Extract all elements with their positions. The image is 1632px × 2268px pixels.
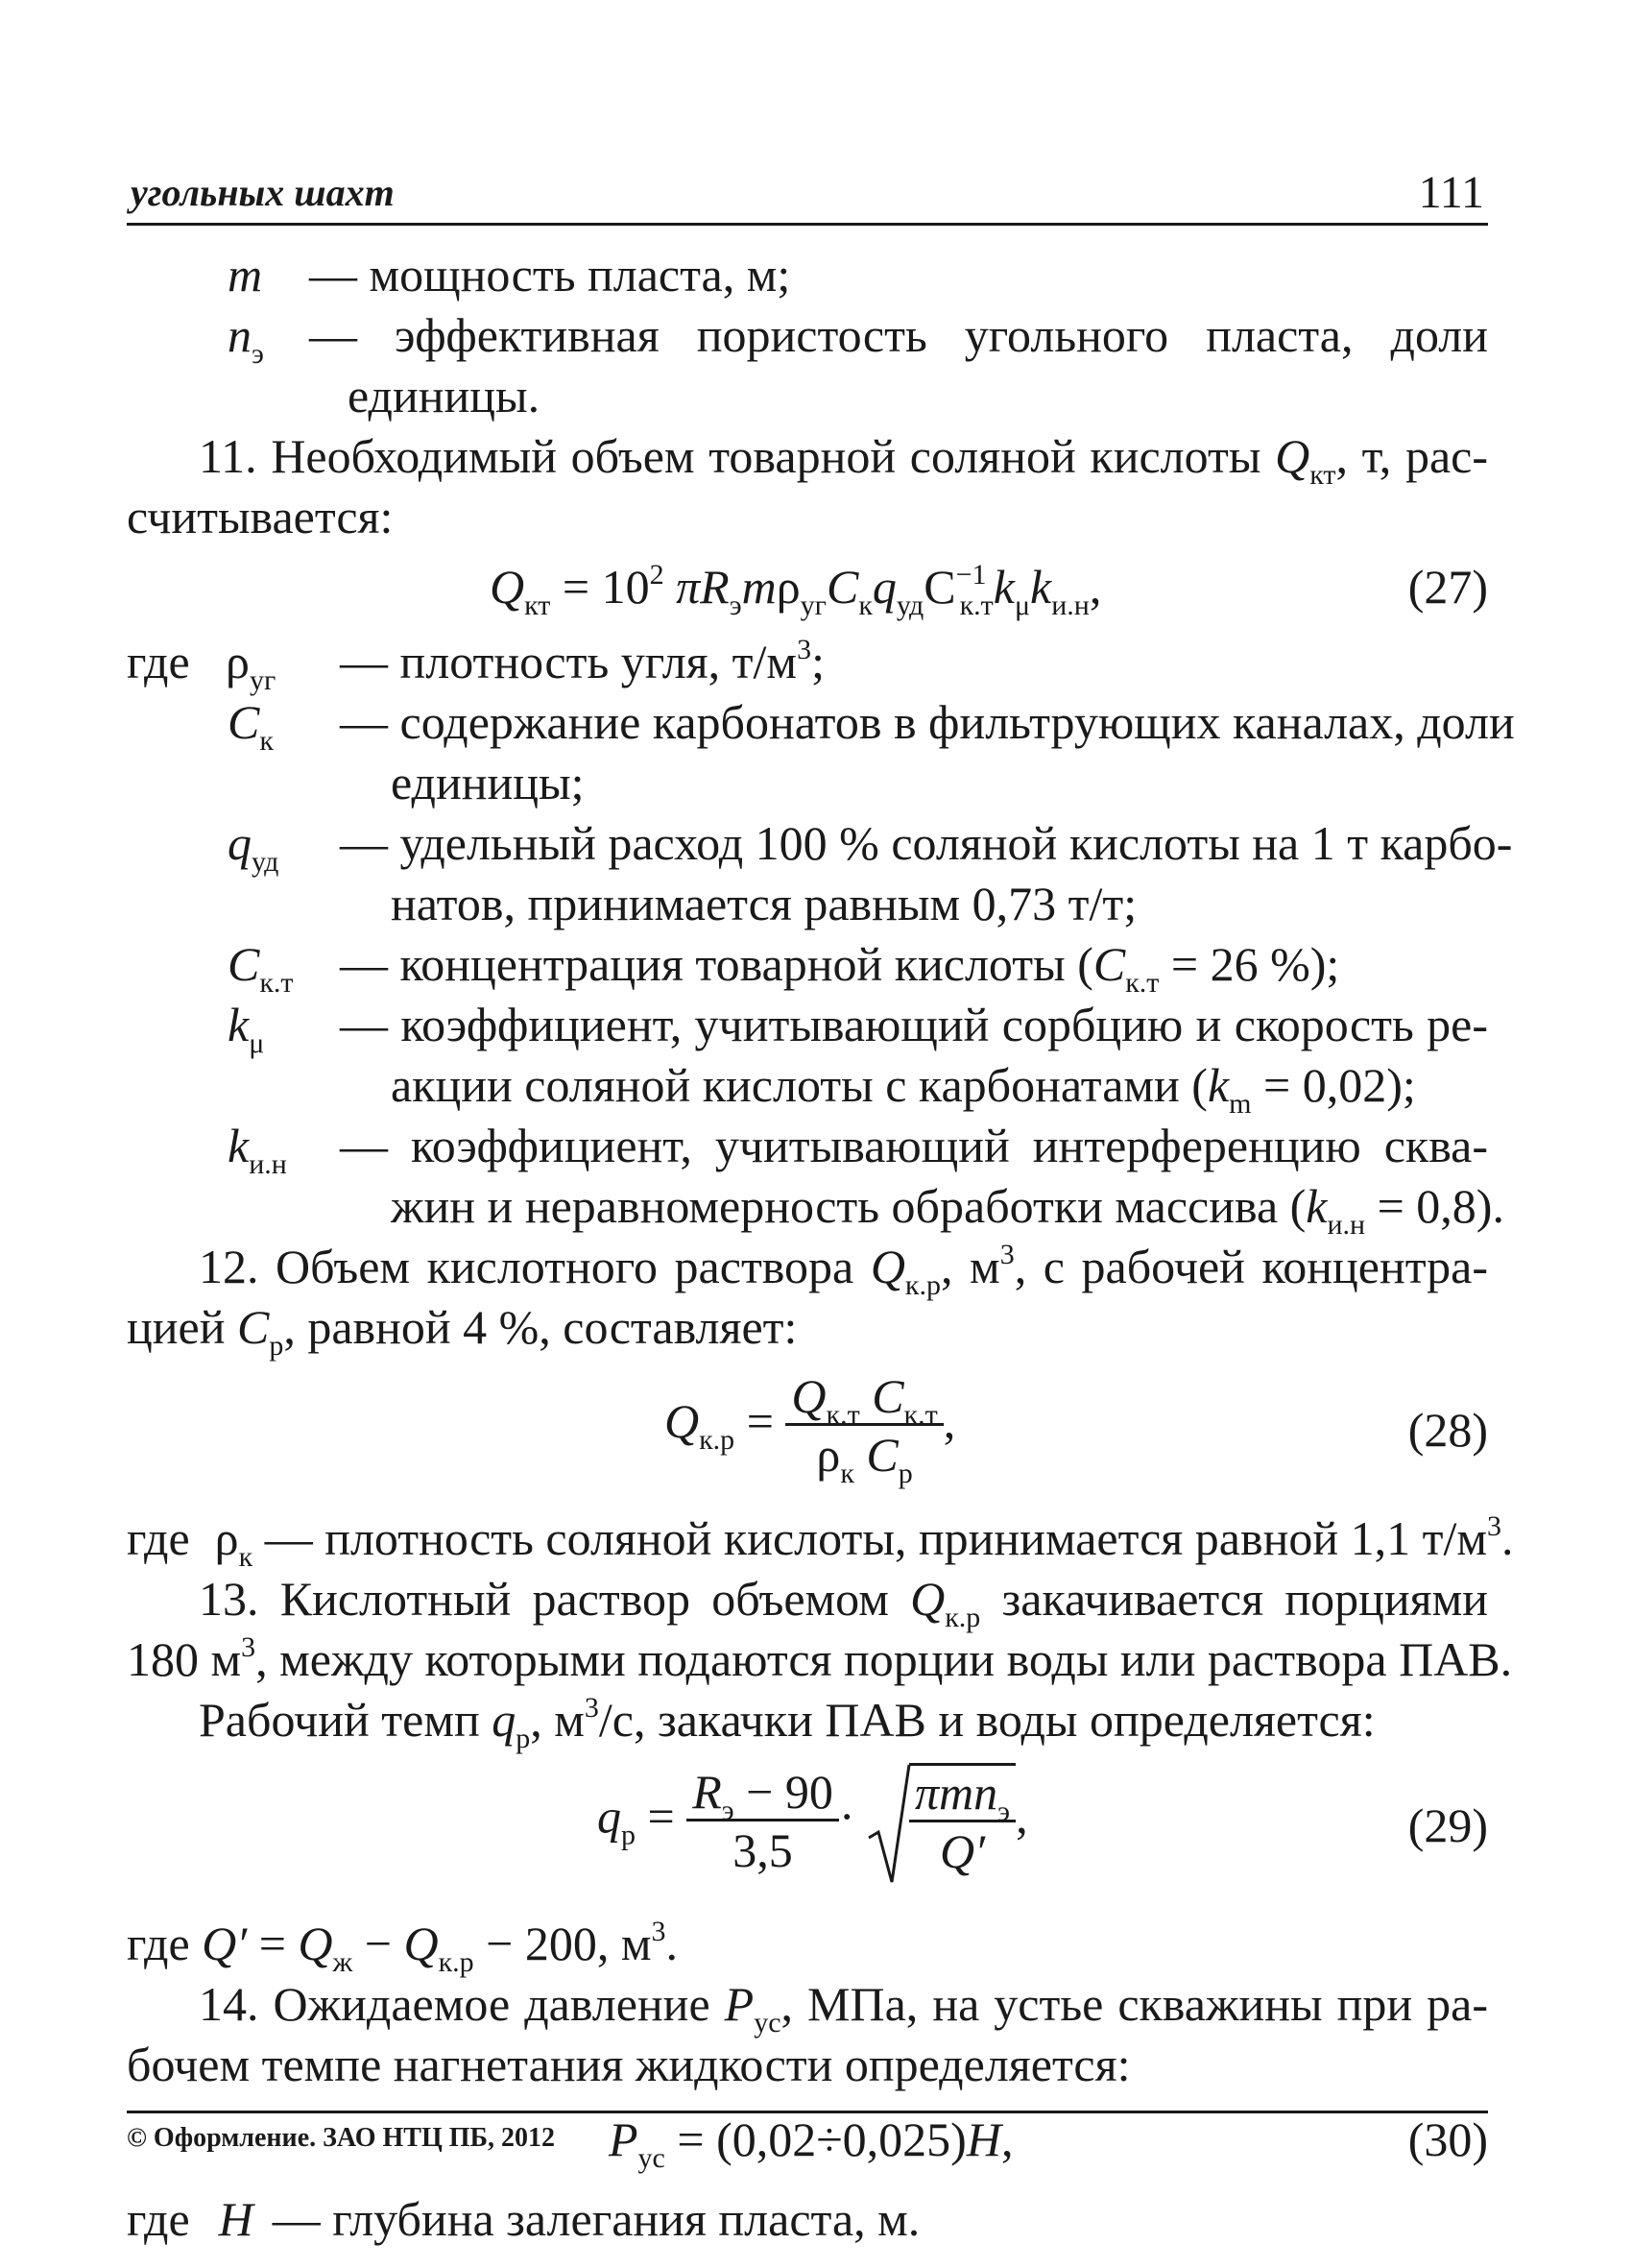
where-30: где H — глубина залегания пласта, м. bbox=[127, 2192, 921, 2246]
copyright-footer: © Оформление. ЗАО НТЦ ПБ, 2012 bbox=[127, 2111, 1488, 2154]
radicand-numerator: πmn$_э$ bbox=[909, 1766, 1016, 1822]
fraction-29-numerator: $R_э - 90$ bbox=[686, 1765, 839, 1822]
def-k-in-line1: — коэффициент, учитывающий интерференцию сква- bbox=[340, 1119, 1488, 1172]
def-n-e-line1: — эффективная пористость угольного пласта, доли bbox=[309, 308, 1488, 362]
fraction-29-denominator: 3,5 bbox=[732, 1822, 793, 1877]
page-number: 111 bbox=[1418, 167, 1484, 218]
where-29: где $Q' = Q_ж - Q_{к.р} - 200$, $м^3$. bbox=[127, 1916, 678, 1978]
symbol-q-ud: $q_{уд}$ bbox=[228, 816, 279, 878]
para-12-line1: 12. Объем кислотного раствора $Q_{к.р}$, $м^3$, с рабочей концентра- bbox=[199, 1239, 1489, 1301]
square-root bbox=[867, 1763, 1016, 1880]
radical-sign-icon bbox=[867, 1763, 911, 1888]
para-14-line2: бочем темпе нагнетания жидкости определяется: bbox=[127, 2038, 1131, 2091]
para-14-line1: 14. Ожидаемое давление $P_{ус}$, МПа, на устье скважины при ра- bbox=[199, 1977, 1488, 2039]
symbol-m: m bbox=[228, 248, 263, 302]
def-m: — мощность пласта, м; bbox=[309, 248, 791, 302]
fraction-28 bbox=[785, 1369, 943, 1489]
equation-number-27: (27) bbox=[1407, 560, 1488, 614]
symbol-k-in: $k_{и.н}$ bbox=[228, 1119, 287, 1180]
equation-number-28: (28) bbox=[1407, 1403, 1488, 1457]
def-k-in-line2: жин и неравномерность обработки массива $(k_{и.н} = 0,8)$. bbox=[391, 1179, 1504, 1241]
fraction-29 bbox=[686, 1765, 839, 1879]
formula-27 bbox=[127, 557, 1488, 624]
formula-28-expression: $Q_{к.р}$ = $\frac{Q_{к.т} C_{к.т}}{\rho_к C_р}$ , bbox=[664, 1369, 956, 1489]
formula-29 bbox=[127, 1757, 1488, 1901]
radicand-fraction bbox=[909, 1766, 1016, 1880]
def-q-ud-line2: натов, принимается равным 0,73 т/т; bbox=[391, 877, 1138, 930]
def-k-mu-line2: акции соляной кислоты с карбонатами $(k_m = 0,02)$; bbox=[391, 1058, 1416, 1120]
where-label-27: где bbox=[127, 635, 190, 688]
formula-27-expression: $Q_{кт} = 10^2$ $\pi R_эm\rho_{уг}C_кq_{уд}C^{-1}_{к.т}k_\mu k_{и.н}$, bbox=[490, 559, 1102, 621]
def-rho-ug: — плотность угля, $т/м^3$; bbox=[340, 634, 825, 688]
fraction-28-numerator: $Q_{к.т}$ $C_{к.т}$ bbox=[785, 1369, 943, 1426]
symbol-c-k: $C_к$ bbox=[228, 695, 274, 757]
para-12-line2: цией $C_р$, равной 4 %, составляет: bbox=[127, 1300, 798, 1362]
para-13-line1: 13. Кислотный раствор объемом $Q_{к.р}$ закачивается порциями bbox=[199, 1572, 1488, 1633]
def-k-mu-line1: — коэффициент, учитывающий сорбцию и скорость ре- bbox=[340, 998, 1488, 1051]
equation-number-30: (30) bbox=[1407, 2112, 1488, 2166]
para-13-rate: Рабочий темп $q_р$, $м^3/с$, закачки ПАВ и воды определяется: bbox=[199, 1692, 1376, 1754]
where-28: где $\rho_к$ — плотность соляной кислоты, принимается равной 1,1 $т/м^3$. bbox=[127, 1510, 1514, 1573]
symbol-rho-ug: $\rho_{уг}$ bbox=[226, 635, 276, 696]
def-c-k-line1: — содержание карбонатов в фильтрующих каналах, доли bbox=[340, 695, 1515, 749]
def-c-k-line2: единицы; bbox=[391, 756, 585, 809]
equation-number-29: (29) bbox=[1407, 1798, 1488, 1852]
para-11-line1: 11. Необходимый объем товарной соляной кислоты $Q_{кт}$, т, рас- bbox=[199, 429, 1488, 491]
symbol-c-kt: $C_{к.т}$ bbox=[228, 937, 294, 999]
def-c-kt: — концентрация товарной кислоты ($C_{к.т} = 26$ %); bbox=[340, 937, 1340, 999]
def-n-e-line2: единицы. bbox=[348, 369, 540, 422]
symbol-k-mu: $k_\mu$ bbox=[228, 998, 265, 1059]
fraction-28-denominator: $\rho_к$ $C_р$ bbox=[816, 1428, 913, 1489]
formula-29-expression: $q_р$ = $\frac{R_э - 90}{3,5}$ · $\frac{\pi mn_э}{Q'}$ , bbox=[597, 1763, 1028, 1880]
para-11-line2: считывается: bbox=[127, 490, 394, 543]
formula-28 bbox=[127, 1363, 1488, 1498]
radicand-denominator: Q′ bbox=[940, 1824, 986, 1878]
formula-30-expression: $P_{ус} = (0,02\div 0,025)H$, bbox=[609, 2112, 1014, 2174]
def-q-ud-line1: — удельный расход 100 % соляной кислоты на 1 т карбо- bbox=[340, 816, 1513, 870]
running-title: угольных шахт bbox=[131, 171, 395, 214]
para-13-line2: 180 $м^3$, между которыми подаются порции воды или раствора ПАВ. bbox=[127, 1631, 1513, 1686]
symbol-n-e: $n_э$ bbox=[228, 308, 264, 370]
running-header bbox=[127, 163, 1488, 226]
